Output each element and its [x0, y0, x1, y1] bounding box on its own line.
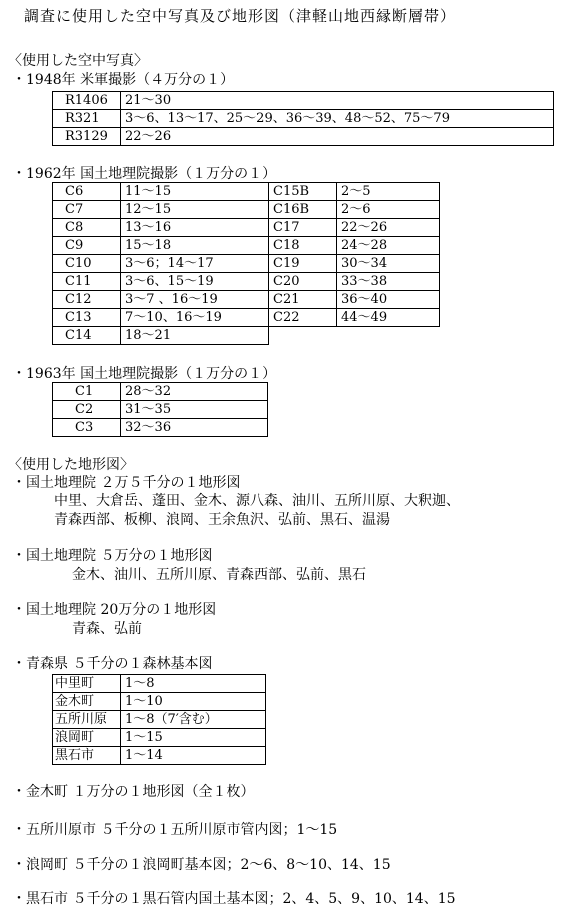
aomori-forest-map-label: ・青森県 ５千分の１森林基本図	[12, 656, 213, 672]
table-row	[53, 729, 266, 747]
table-row	[53, 693, 266, 711]
photo-course-code: C3	[53, 419, 121, 437]
photo-course-code: C13	[53, 309, 121, 327]
table-row	[53, 675, 266, 693]
photo-course-code: C6	[53, 183, 121, 201]
gsi-200k-list: 青森、弘前	[72, 621, 142, 637]
photo-number-range: 33〜38	[337, 273, 440, 291]
gsi-25k-list-line1: 中里、大倉岳、蓬田、金木、源八森、油川、五所川原、大釈迦、	[54, 493, 460, 509]
photo-number-range: 3〜7 、16〜19	[121, 291, 269, 309]
photo-number-range: 13〜16	[121, 219, 269, 237]
aerial-1963-table	[52, 382, 268, 437]
photo-course-code: C15B	[269, 183, 337, 201]
photo-course-code: C2	[53, 401, 121, 419]
photo-course-code: C20	[269, 273, 337, 291]
photo-number-range: 7〜10、16〜19	[121, 309, 269, 327]
municipality-name: 五所川原	[53, 711, 121, 729]
map-sheet-range: 1〜14	[121, 747, 266, 765]
photo-number-range: 3〜6；14〜17	[121, 255, 269, 273]
table-row	[53, 309, 440, 327]
gsi-50k-label: ・国土地理院 ５万分の１地形図	[12, 548, 213, 564]
photo-course-code: C7	[53, 201, 121, 219]
photo-number-range: 3〜6、13〜17、25〜29、36〜39、48〜52、75〜79	[121, 110, 554, 128]
table-row	[53, 183, 440, 201]
photo-number-range: 22〜26	[121, 128, 554, 146]
photo-number-range: 18〜21	[121, 327, 269, 345]
table-row	[53, 711, 266, 729]
photo-number-range: 21〜30	[121, 92, 554, 110]
table-row	[53, 327, 440, 345]
table-row	[53, 273, 440, 291]
aerial-photos-heading: 〈使用した空中写真〉	[8, 53, 148, 69]
municipality-name: 金木町	[53, 693, 121, 711]
municipality-name: 黒石市	[53, 747, 121, 765]
photo-course-code: C14	[53, 327, 121, 345]
photo-course-code: C9	[53, 237, 121, 255]
photo-course-code: C16B	[269, 201, 337, 219]
photo-course-code: C12	[53, 291, 121, 309]
photo-number-range: 15〜18	[121, 237, 269, 255]
photo-course-code: C19	[269, 255, 337, 273]
photo-number-range: 12〜15	[121, 201, 269, 219]
kanagi-map-item: ・金木町 １万分の１地形図（全１枚）	[12, 784, 255, 800]
map-sheet-range: 1〜8（7′含む）	[121, 711, 266, 729]
table-row	[53, 128, 554, 146]
aerial-1962-label: ・1962年 国土地理院撮影（１万分の１）	[12, 166, 277, 182]
photo-course-code: C18	[269, 237, 337, 255]
table-row	[53, 237, 440, 255]
table-row	[53, 401, 268, 419]
table-row	[53, 201, 440, 219]
table-row	[53, 219, 440, 237]
photo-course-code: R3129	[53, 128, 121, 146]
photo-number-range: 2〜6	[337, 201, 440, 219]
table-row	[53, 419, 268, 437]
gsi-200k-label: ・国土地理院 20万分の１地形図	[12, 602, 217, 618]
photo-course-code: C22	[269, 309, 337, 327]
photo-number-range: 24〜28	[337, 237, 440, 255]
photo-course-code: R1406	[53, 92, 121, 110]
map-sheet-range: 1〜10	[121, 693, 266, 711]
table-row	[53, 383, 268, 401]
table-row	[53, 291, 440, 309]
photo-course-code: C1	[53, 383, 121, 401]
table-row	[53, 255, 440, 273]
photo-number-range: 44〜49	[337, 309, 440, 327]
gsi-50k-list: 金木、油川、五所川原、青森西部、弘前、黒石	[72, 567, 366, 583]
photo-course-code: C11	[53, 273, 121, 291]
photo-number-range: 32〜36	[121, 419, 268, 437]
map-sheet-range: 1〜15	[121, 729, 266, 747]
gsi-25k-list-line2: 青森西部、板柳、浪岡、王余魚沢、弘前、黒石、温湯	[54, 512, 390, 528]
photo-course-code: C10	[53, 255, 121, 273]
photo-course-code: C17	[269, 219, 337, 237]
table-row	[53, 747, 266, 765]
photo-number-range: 28〜32	[121, 383, 268, 401]
photo-course-code: C8	[53, 219, 121, 237]
photo-number-range: 11〜15	[121, 183, 269, 201]
aerial-1948-table	[52, 91, 554, 146]
goshogawara-map-item: ・五所川原市 ５千分の１五所川原市管内図；1〜15	[12, 822, 338, 838]
gsi-25k-label: ・国土地理院 ２万５千分の１地形図	[12, 475, 241, 491]
municipality-name: 浪岡町	[53, 729, 121, 747]
page-title: 調査に使用した空中写真及び地形図（津軽山地西縁断層帯）	[24, 7, 457, 25]
namioka-map-item: ・浪岡町 ５千分の１浪岡町基本図；2〜6、8〜10、14、15	[12, 857, 391, 873]
photo-number-range: 22〜26	[337, 219, 440, 237]
municipality-name: 中里町	[53, 675, 121, 693]
photo-number-range: 30〜34	[337, 255, 440, 273]
aomori-forest-map-table	[52, 674, 266, 765]
map-sheet-range: 1〜8	[121, 675, 266, 693]
photo-course-code: R321	[53, 110, 121, 128]
photo-number-range: 31〜35	[121, 401, 268, 419]
photo-course-code: C21	[269, 291, 337, 309]
aerial-1948-label: ・1948年 米軍撮影（４万分の１）	[12, 72, 235, 88]
photo-number-range: 3〜6、15〜19	[121, 273, 269, 291]
aerial-1962-table	[52, 182, 440, 345]
table-row	[53, 92, 554, 110]
aerial-1963-label: ・1963年 国土地理院撮影（１万分の１）	[12, 366, 277, 382]
kuroishi-map-item: ・黒石市 ５千分の１黒石管内国土基本図；2、4、5、9、10、14、15	[12, 891, 456, 907]
table-row	[53, 110, 554, 128]
photo-number-range: 2〜5	[337, 183, 440, 201]
photo-number-range: 36〜40	[337, 291, 440, 309]
topo-maps-heading: 〈使用した地形図〉	[8, 457, 134, 473]
